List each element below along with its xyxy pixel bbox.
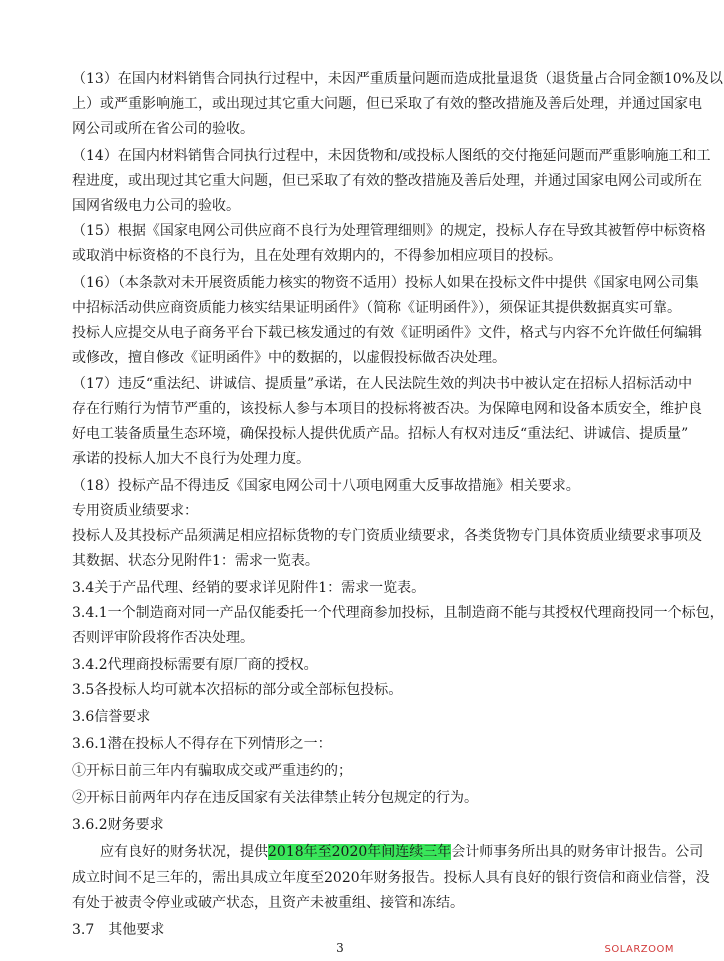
paragraph-line: 其数据、状态分见附件1：需求一览表。	[72, 553, 319, 569]
section-heading: 3.6信誉要求	[72, 709, 151, 725]
paragraph-line: 投标人应提交从电子商务平台下载已核发通过的有效《证明函件》文件，格式与内容不允许做任何编辑	[72, 325, 702, 341]
paragraph-line: 存在行贿行为情节严重的，该投标人参与本项目的投标将被否决。为保障电网和设备本质安全，维护良	[72, 401, 702, 417]
list-item: ①开标日前三年内有骗取成交或严重违约的；	[72, 763, 352, 779]
paragraph-line: 上）或严重影响施工，或出现过其它重大问题，但已采取了有效的整改措施及善后处理，并通过国家电	[72, 96, 702, 112]
paragraph-line: 中招标活动供应商资质能力核实结果证明函件》（简称《证明函件》），须保证其提供数据真实可靠。	[72, 300, 681, 316]
paragraph-line: 或修改，擅自修改《证明函件》中的数据的，以虚假投标做否决处理。	[72, 350, 506, 366]
paragraph-line: 国网省级电力公司的验收。	[72, 198, 240, 214]
paragraph-line: 或取消中标资格的不良行为，且在处理有效期内的，不得参加相应项目的投标。	[72, 248, 562, 264]
paragraph-text: 应有良好的财务状况，提供	[100, 844, 268, 860]
paragraph-line: 3.6.1潜在投标人不得存在下列情形之一：	[72, 736, 332, 752]
paragraph-line: （18）投标产品不得违反《国家电网公司十八项电网重大反事故措施》相关要求。	[72, 478, 580, 494]
section-heading: 专用资质业绩要求：	[72, 503, 198, 519]
paragraph-line: （16）（本条款对未开展资质能力核实的物资不适用）投标人如果在投标文件中提供《国家电网公司集	[72, 275, 699, 291]
paragraph-line: 3.4.2代理商投标需要有原厂商的授权。	[72, 657, 318, 673]
paragraph-line: （17）违反“重法纪、讲诚信、提质量”承诺，在人民法院生效的判决书中被认定在招标人招标活动中	[72, 376, 693, 392]
paragraph-line: 程进度，或出现过其它重大问题，但已采取了有效的整改措施及善后处理，并通过国家电网公司或所在	[72, 173, 702, 189]
section-heading: 3.6.2财务要求	[72, 817, 164, 833]
paragraph-line	[100, 842, 704, 862]
paragraph-line: 成立时间不足三年的，需出具成立年度至2020年财务报告。投标人具有良好的银行资信和商业信誉，没	[72, 870, 710, 886]
paragraph-line: 3.4.1一个制造商对同一产品仅能委托一个代理商参加投标，且制造商不能与其授权代理商投同一个标包，	[72, 605, 724, 621]
page-number: 3	[336, 941, 344, 955]
watermark-logo: SOLARZOOM	[604, 944, 674, 955]
highlighted-text: 2018年至2020年间连续三年	[268, 844, 452, 860]
list-item: ②开标日前两年内存在违反国家有关法律禁止转分包规定的行为。	[72, 790, 478, 806]
paragraph-line: 好电工装备质量生态环境，确保投标人提供优质产品。招标人有权对违反“重法纪、讲诚信、提质量”	[72, 426, 689, 442]
paragraph-line: 否则评审阶段将作否决处理。	[72, 630, 254, 646]
paragraph-line: 有处于被责令停业或破产状态，且资产未被重组、接管和冻结。	[72, 895, 464, 911]
paragraph-line: 投标人及其投标产品须满足相应招标货物的专门资质业绩要求，各类货物专门具体资质业绩要求事项及	[72, 528, 702, 544]
paragraph-line: 网公司或所在省公司的验收。	[72, 121, 254, 137]
paragraph-line: （13）在国内材料销售合同执行过程中，未因严重质量问题而造成批量退货（退货量占合同金额10%及以	[72, 71, 723, 87]
paragraph-line: 3.4关于产品代理、经销的要求详见附件1：需求一览表。	[72, 580, 426, 596]
paragraph-text: 会计师事务所出具的财务审计报告。公司	[451, 844, 704, 860]
paragraph-line: 承诺的投标人加大不良行为处理力度。	[72, 451, 310, 467]
section-heading: 3.7 其他要求	[72, 922, 165, 938]
paragraph-line: 3.5各投标人均可就本次招标的部分或全部标包投标。	[72, 682, 403, 698]
paragraph-line: （14）在国内材料销售合同执行过程中，未因货物和/或投标人图纸的交付拖延问题而严重影响施工和工	[72, 148, 711, 164]
paragraph-line: （15）根据《国家电网公司供应商不良行为处理管理细则》的规定，投标人存在导致其被暂停中标资格	[72, 223, 706, 239]
